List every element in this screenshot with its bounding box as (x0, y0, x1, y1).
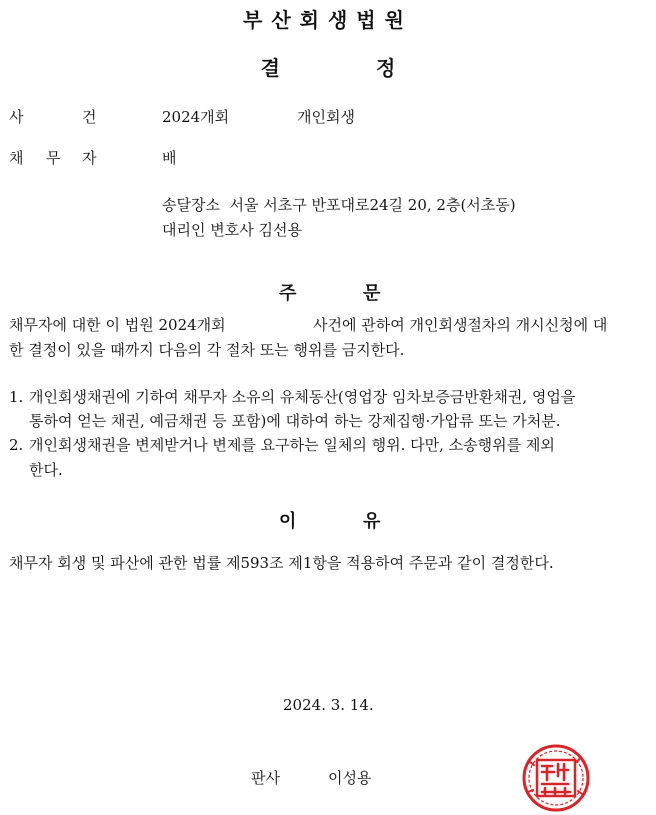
judge-name: 이성용 (328, 769, 372, 787)
order-item-2-line1: 개인회생채권을 변제받거나 변제를 요구하는 일체의 행위. 다만, 소송행위를 제외 (29, 436, 555, 454)
debtor-label-char-2: 무 (46, 149, 61, 167)
case-label-char-1: 사 (9, 108, 24, 126)
case-number: 2024개회 (162, 108, 230, 126)
court-name: 부산회생법원 (243, 8, 413, 32)
order-item-2-line2: 한다. (29, 461, 63, 479)
case-label-char-2: 건 (82, 108, 97, 126)
debtor-label-char-1: 채 (9, 149, 24, 167)
order-item-2-number: 2. (9, 436, 24, 454)
order-heading-part-1: 주 (279, 283, 297, 304)
document-title-part-1: 결 (260, 56, 280, 80)
order-heading-part-2: 문 (363, 283, 381, 304)
order-item-1-line2: 통하여 얻는 채권, 예금채권 등 포함)에 대하여 하는 강제집행·가압류 또는 가처분. (29, 412, 561, 430)
order-item-1-line1: 개인회생채권에 기하여 채무자 소유의 유체동산(영업장 임차보증금반환채권, 영업을 (29, 388, 576, 406)
order-intro-line2: 한 결정이 있을 때까지 다음의 각 절차 또는 행위를 금지한다. (9, 341, 405, 359)
debtor-agent: 대리인 변호사 김선용 (162, 221, 302, 239)
debtor-address: 송달장소 서울 서초구 반포대로24길 20, 2층(서초동) (162, 196, 516, 214)
order-item-1-number: 1. (9, 388, 24, 406)
document-title-part-2: 정 (376, 56, 396, 80)
reason-text: 채무자 회생 및 파산에 관한 법률 제593조 제1항을 적용하여 주문과 같이 결정한다. (9, 554, 554, 572)
order-intro-line1-a: 채무자에 대한 이 법원 2024개회 (9, 316, 226, 334)
debtor-label-char-3: 자 (82, 149, 97, 167)
reason-heading-part-1: 이 (279, 511, 297, 532)
case-type: 개인회생 (297, 108, 355, 126)
debtor-name: 배 (162, 149, 177, 167)
document-title (0, 52, 656, 81)
order-intro-line1-b: 사건에 관하여 개인회생절차의 개시신청에 대 (313, 316, 608, 334)
court-seal (520, 742, 592, 814)
reason-heading-part-2: 유 (363, 511, 381, 532)
decision-date: 2024. 3. 14. (283, 696, 374, 714)
judge-title: 판사 (251, 769, 280, 787)
